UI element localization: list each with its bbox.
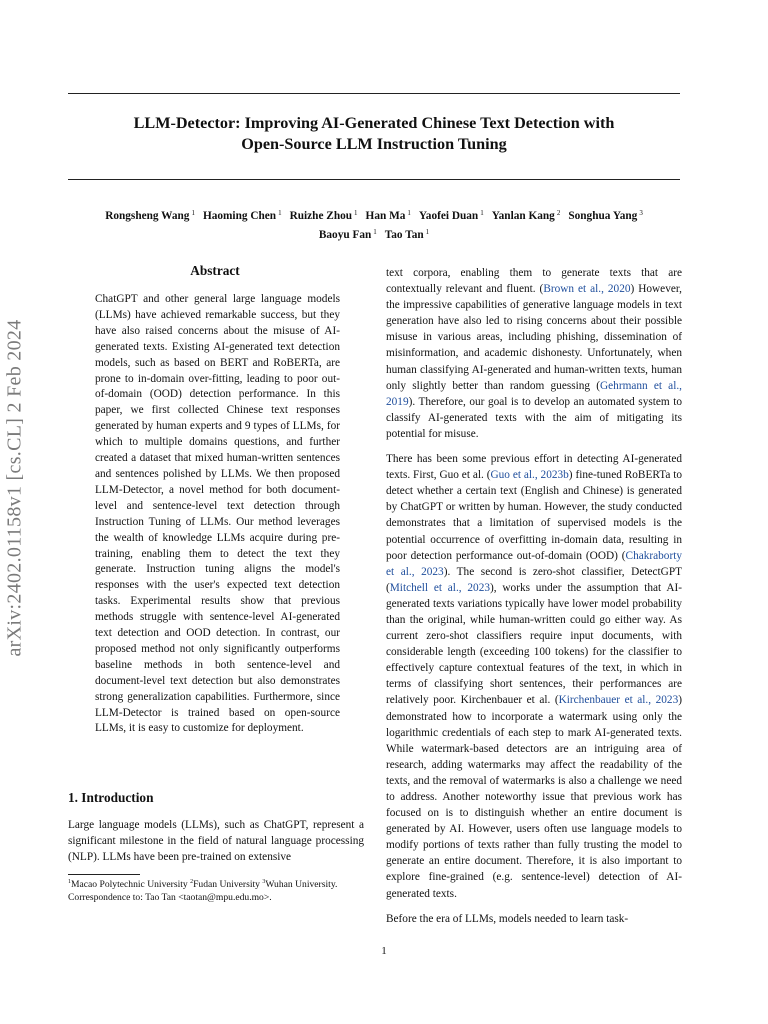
author-name: Ruizhe Zhou [289,210,353,222]
author-r1-2 [290,210,358,222]
intro-paragraph-2: There has been some previous effort in detecting AI-generated texts. First, Guo et al. (Guo et al., 2023b) fine-tuned RoBERTa to detect whether a certain text (English and Chinese) is generated by ChatGPT or written by human. However, the study conducted demonstrates that a limitation of supervised models is the potential occurrence of overfitting in-domain data, resulting in poor detection performance out-of-domain (OOD) (Chakraborty et al., 2023). The second is zero-shot classifier, DetectGPT (Mitchell et al., 2023), works under the assumption that AI-generated texts variations typically have lower model probability than the original, while human-written could go either way. As current zero-shot classifiers require input documents, with considerable length (exceeding 100 tokens) for the classifier to effectively capture contextual features of the text, in which in terms of classifying short sentences, their performances are relatively poor. Kirchenbauer et al. (Kirchenbauer et al., 2023) demonstrated how to incorporate a watermark using only the logarithmic credentials of each step to mark AI-generated texts. While watermark-based detectors are an intriguing area of research, adding watermarks may affect the readability of the texts, and the removal of watermarks is also a challenge we need to address. Another noteworthy issue that previous work has focused on is to distinguish whether an entire document is generated by AI. However, users often use language models to modify portions of texts rather than fully trusting the model to generate an entire document. Therefore, it is also important to explore fine-grained (e.g. sentence-level) detection of AI-generated texts. [386,453,683,900]
abstract-text: ChatGPT and other general large language models (LLMs) have achieved remarkable success, but they have also raised concerns about the misuse of AI-generated texts. Existing AI-generated text detection models, such as based on BERT and RoBERTa, are prone to in-domain over-fitting, leading to poor out-of-domain (OOD) detection performance. In this paper, we first collected Chinese text responses generated by human experts and 9 types of LLMs, for which to multiple domains questions, and further created a dataset that mixed human-written sentences and sentences polished by LLMs. We then proposed LLM-Detector, a novel method for both document-level and sentence-level text detection through Instruction Tuning of LLMs. Our method leverages the wealth of knowledge LLMs acquire during pre-training, enabling them to detect the text they generate. Instruction tuning aligns the model's responses with the user's expected text detection tasks. Experimental results show that previous methods struggle with sentence-level AI-generated text detection and OOD detection. In contrast, our proposed method not only significantly outperforms baseline methods in both sentence-level and document-level text detection but also demonstrates strong generalization capabilities. Furthermore, since LLM-Detector is trained based on open-source LLMs, it is easy to customize for deployment. [95,293,340,735]
introduction-text: Large language models (LLMs), such as ChatGPT, represent a significant milestone in the field of natural language processing (NLP). LLMs have been pre-trained on extensive [68,819,364,864]
author-name: Songhua Yang [568,210,638,222]
right-column [386,265,682,936]
footnote-mark-3: 3 [262,879,266,885]
author-name: Yanlan Kang [491,210,555,222]
author-affiliation-mark: 1 [407,209,411,217]
page-number: 1 [381,945,387,957]
author-affiliation-mark: 1 [191,209,195,217]
author-affiliation-mark: 1 [425,228,430,236]
author-affiliation-mark: 3 [639,209,643,217]
author-r1-6 [568,210,642,222]
author-r2-1 [385,229,429,241]
title-line-2: Open-Source LLM Instruction Tuning [241,135,507,153]
author-row-2 [68,224,680,243]
citation-link[interactable]: Mitchell et al., 2023 [389,581,490,594]
footnote-aff-3: Wuhan University. Correspondence to: Tao Tan <taotan@mpu.edu.mo>. [68,879,338,903]
footnote-mark-1: 1 [68,879,71,885]
citation-link[interactable]: Gehrmann et al., 2019 [386,379,682,408]
author-r1-3 [366,210,411,222]
author-r1-0 [105,210,195,222]
author-name: Yaofei Duan [418,210,479,222]
author-name: Haoming Chen [202,210,277,222]
citation-link[interactable]: Kirchenbauer et al., 2023 [558,694,679,707]
author-r1-5 [492,210,561,222]
abstract-heading: Abstract [190,263,240,278]
author-list [68,205,680,243]
affiliation-footnote [68,876,368,904]
arxiv-identifier: arXiv:2402.01158v1 [cs.CL] 2 Feb 2024 [3,319,26,657]
author-affiliation-mark: 1 [354,209,358,217]
author-name: Tao Tan [384,229,424,241]
author-affiliation-mark: 2 [556,209,561,217]
citation-link[interactable]: Brown et al., 2020 [543,283,631,296]
author-name: Rongsheng Wang [105,210,190,222]
paper-title [68,113,680,155]
title-line-1: LLM-Detector: Improving AI-Generated Chinese Text Detection with [133,114,615,132]
introduction-heading: 1. Introduction [68,790,154,805]
author-r1-1 [203,210,282,222]
footnote-aff-1: Macao Polytechnic University [71,879,191,890]
footnote-rule [68,874,140,875]
author-affiliation-mark: 1 [373,228,377,236]
intro-paragraph-3: Before the era of LLMs, models needed to learn task- [386,912,629,925]
footnote-aff-2: Fudan University [193,879,263,890]
intro-paragraph-1: text corpora, enabling them to generate texts that are contextually relevant and fluent. (Brown et al., 2020) However, the impressive capabilities of generative language models in text generation have also led to rising concerns about their possible misuse in various areas, including phishing, dissemination of misinformation, and academic dishonesty. Unfortunately, when human classifying AI-generated and human-written texts, human only slightly better than random guessing (Gehrmann et al., 2019). Therefore, our goal is to develop an automated system to classify AI-generated texts with the aim of mitigating its potential for misuse. [386,267,682,440]
citation-link[interactable]: Guo et al., 2023b [490,469,569,482]
author-affiliation-mark: 1 [278,209,282,217]
footnote-mark-2: 2 [190,879,194,885]
author-row-1 [68,205,680,224]
top-rule [68,93,680,94]
citation-link[interactable]: Chakraborty et al., 2023 [386,549,682,578]
author-name: Baoyu Fan [318,229,372,241]
author-affiliation-mark: 1 [480,209,484,217]
author-r2-0 [319,229,377,241]
author-name: Han Ma [365,210,406,222]
title-bottom-rule [68,179,680,180]
author-r1-4 [419,210,484,222]
